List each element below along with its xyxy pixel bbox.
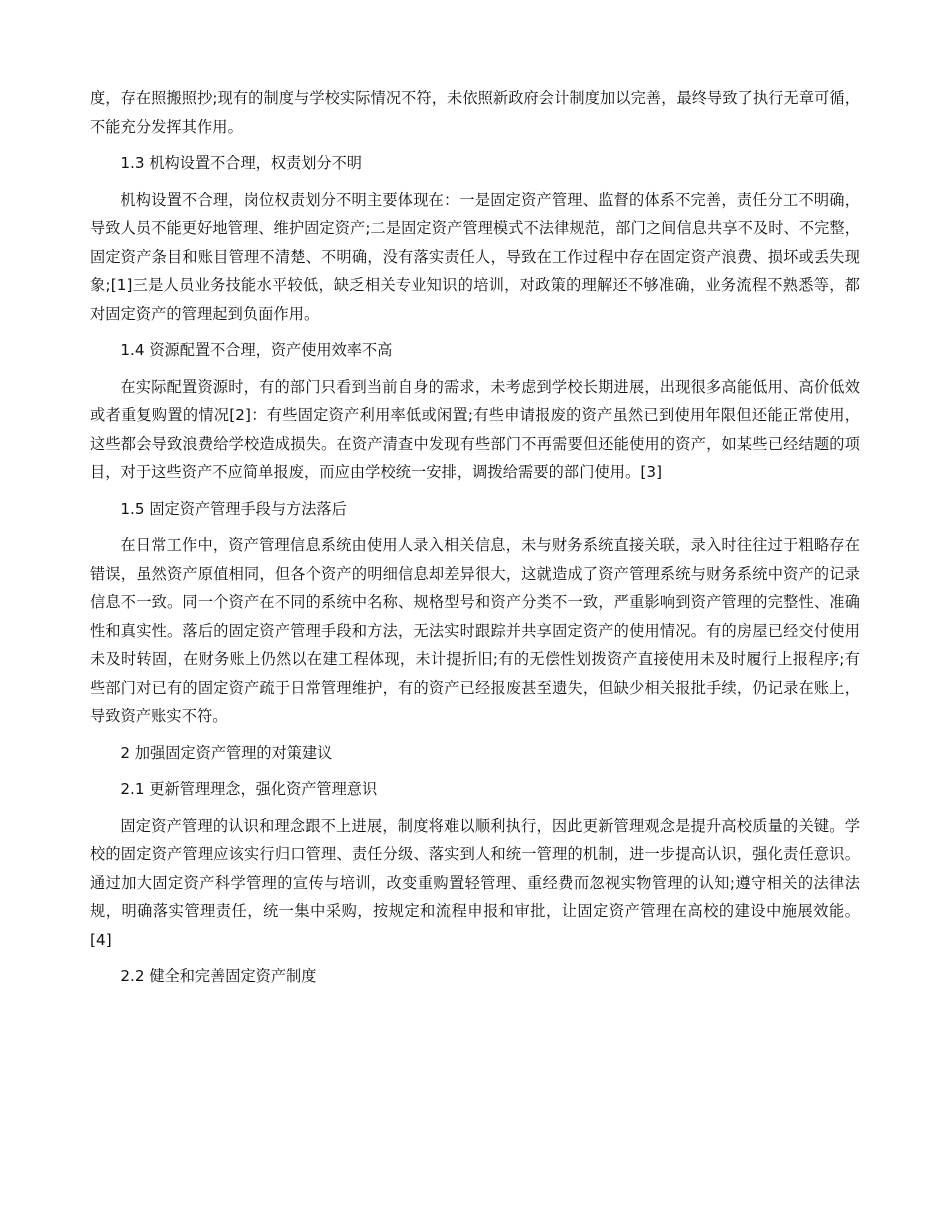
section-heading-1-3: 1.3 机构设置不合理，权责划分不明: [120, 154, 362, 172]
section-heading-2: 2 加强固定资产管理的对策建议: [120, 743, 333, 762]
section-heading-2-2: 2.2 健全和完善固定资产制度: [120, 967, 317, 985]
section-heading-1-5: 1.5 固定资产管理手段与方法落后: [120, 499, 347, 518]
paragraph-1-4: 在实际配置资源时，有的部门只看到当前自身的需求，未考虑到学校长期进展，出现很多高能低用、高价低效或者重复购置的情况[2]：有些固定资产利用率低或闲置;有些申请报废的资产虽然已到使用年限但还能正常使用，这些都会导致浪费给学校造成损失。在资产清查中发现有些部门不再需要但还能使用的资产，如某些已经结题的项目，对于这些资产不应简单报废，而应由学校统一安排，调拨给需要的部门使用。[3]: [90, 377, 860, 481]
document-page: [90, 84, 860, 999]
paragraph-1-5: 在日常工作中，资产管理信息系统由使用人录入相关信息，未与财务系统直接关联，录入时往往过于粗略存在错误，虽然资产原值相同，但各个资产的明细信息却差异很大，这就造成了资产管理系统与财务系统中资产的记录信息不一致。同一个资产在不同的系统中名称、规格型号和资产分类不一致，严重影响到资产管理的完整性、准确性和真实性。落后的固定资产管理手段和方法，无法实时跟踪并共享固定资产的使用情况。有的房屋已经交付使用未及时转固，在财务账上仍然以在建工程体现，未计提折旧;有的无偿性划拨资产直接使用未及时履行上报程序;有些部门对已有的固定资产疏于日常管理维护，有的资产已经报废甚至遗失，但缺少相关报批手续，仍记录在账上，导致资产账实不符。: [90, 536, 860, 725]
section-heading-1-4: 1.4 资源配置不合理，资产使用效率不高: [120, 341, 393, 359]
paragraph-continuation: 度，存在照搬照抄;现有的制度与学校实际情况不符，未依照新政府会计制度加以完善，最终导致了执行无章可循，不能充分发挥其作用。: [90, 89, 860, 136]
paragraph-2-1: 固定资产管理的认识和理念跟不上进展，制度将难以顺利执行，因此更新管理观念是提升高校质量的关键。学校的固定资产管理应该实行归口管理、责任分级、落实到人和统一管理的机制，进一步提高认识，强化责任意识。通过加大固定资产科学管理的宣传与培训，改变重购置轻管理、重经费而忽视实物管理的认知;遵守相关的法律法规，明确落实管理责任，统一集中采购，按规定和流程申报和审批，让固定资产管理在高校的建设中施展效能。[4]: [90, 816, 860, 949]
paragraph-1-3: 机构设置不合理，岗位权责划分不明主要体现在：一是固定资产管理、监督的体系不完善，责任分工不明确，导致人员不能更好地管理、维护固定资产;二是固定资产管理模式不法律规范，部门之间信息共享不及时、不完整，固定资产条目和账目管理不清楚、不明确，没有落实责任人，导致在工作过程中存在固定资产浪费、损坏或丢失现象;[1]三是人员业务技能水平较低，缺乏相关专业知识的培训，对政策的理解还不够准确，业务流程不熟悉等，都对固定资产的管理起到负面作用。: [90, 190, 860, 323]
section-heading-2-1: 2.1 更新管理理念，强化资产管理意识: [120, 780, 378, 798]
